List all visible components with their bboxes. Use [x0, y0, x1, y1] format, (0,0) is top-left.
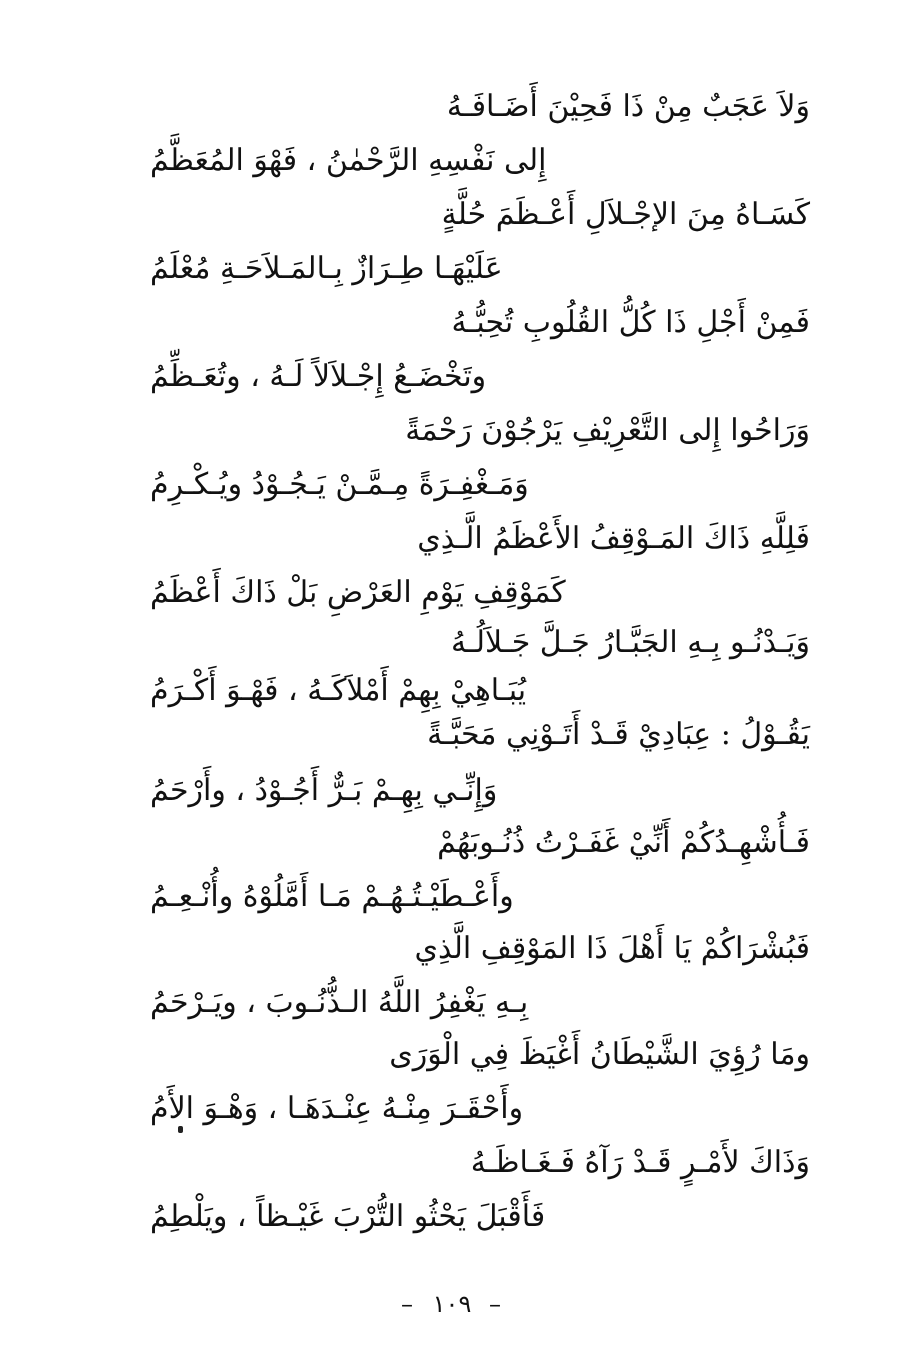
verse-9-first-hemistich: فَبُشْرَاكُمْ يَا أَهْلَ ذَا المَوْقِفِ الَّذِي — [414, 931, 810, 966]
page-number-footer — [0, 1290, 904, 1318]
ink-speck — [178, 1126, 183, 1133]
page-number-dash-right: – — [488, 1290, 503, 1318]
verse-4-first-hemistich: وَرَاحُوا إِلى التَّعْرِيْفِ يَرْجُوْنَ رَحْمَةً — [405, 413, 810, 448]
verse-9-second-hemistich: بِـهِ يَغْفِرُ اللَّهُ الـذُّنُـوبَ ، ويَـرْحَمُ — [150, 985, 529, 1020]
verse-1-second-hemistich: إِلى نَفْسِهِ الرَّحْمٰنُ ، فَهْوَ المُعَظَّمُ — [150, 143, 547, 178]
verse-2-first-hemistich: كَسَـاهُ مِنَ الإجْـلاَلِ أَعْـظَمَ حُلَّةٍ — [441, 197, 810, 232]
verse-7-first-hemistich: يَقُـوْلُ : عِبَادِيْ قَـدْ أَتَـوْنِي مَحَبَّـةً — [427, 717, 810, 752]
verse-6-second-hemistich: يُبَـاهِيْ بِهِمْ أَمْلاَكَـهُ ، فَهْـوَ أَكْـرَمُ — [150, 673, 527, 708]
verse-5-second-hemistich: كَمَوْقِفِ يَوْمِ العَرْضِ بَلْ ذَاكَ أَعْظَمُ — [150, 575, 566, 610]
verse-11-first-hemistich: وَذَاكَ لأَمْـرٍ قَـدْ رَآهُ فَـغَـاظَـهُ — [470, 1145, 810, 1180]
verse-4-second-hemistich: وَمَـغْفِـرَةً مِـمَّـنْ يَـجُـوْدُ ويُـكْـرِمُ — [150, 467, 529, 502]
verse-2-second-hemistich: عَلَيْهَـا طِـرَازٌ بِـالمَـلاَحَـةِ مُعْلَمُ — [150, 251, 503, 286]
verse-5-first-hemistich: فَلِلَّهِ ذَاكَ المَـوْقِفُ الأَعْظَمُ الَّـذِي — [417, 521, 810, 556]
verse-3-first-hemistich: فَمِنْ أَجْلِ ذَا كُلُّ القُلُوبِ تُحِبُّـهُ — [451, 305, 810, 340]
page-number-dash-left: – — [401, 1290, 416, 1318]
page-number: ١٠٩ — [432, 1290, 472, 1318]
verse-11-second-hemistich: فَأَقْبَلَ يَحْثُو التُّرْبَ غَيْـظاً ، ويَلْطِمُ — [150, 1199, 546, 1234]
verse-6-first-hemistich: وَيَـدْنُـو بِـهِ الجَبَّـارُ جَـلَّ جَـلاَلُـهُ — [451, 625, 810, 660]
verse-7-second-hemistich: وَإِنِّـي بِهِـمْ بَـرٌّ أَجُـوْدُ ، وأَرْحَمُ — [150, 773, 498, 808]
verse-8-second-hemistich: وأَعْـطَيْـتُـهُـمْ مَـا أَمَّلُوْهُ وأُنْـعِـمُ — [150, 879, 514, 914]
verse-1-first-hemistich: وَلاَ عَجَبٌ مِنْ ذَا فَحِيْنَ أَضَـافَـهُ — [446, 89, 810, 124]
verse-3-second-hemistich: وتَخْضَـعُ إِجْـلاَلاً لَـهُ ، وتُعَـظِّمُ — [150, 359, 487, 394]
verse-10-first-hemistich: ومَا رُؤِيَ الشَّيْطَانُ أَغْيَظَ فِي الْوَرَى — [389, 1037, 810, 1072]
verse-10-second-hemistich: وأَحْقَـرَ مِنْـهُ عِنْـدَهَـا ، وَهْـوَ الأَمُ — [150, 1091, 524, 1126]
verse-8-first-hemistich: فَـأُشْهِـدُكُمْ أَنِّيْ غَفَـرْتُ ذُنُـوبَهُمْ — [437, 825, 810, 860]
